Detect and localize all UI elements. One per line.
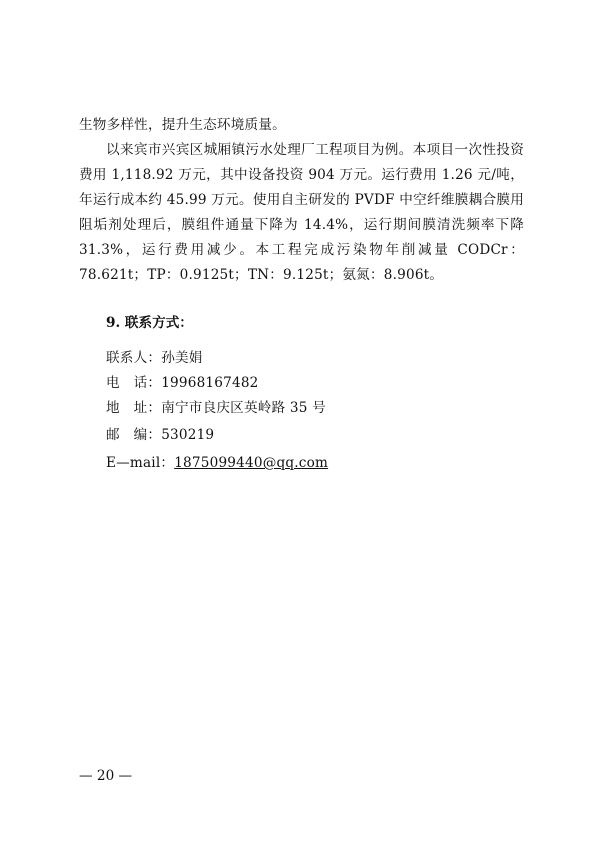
- contact-phone-label: 电 话：: [106, 375, 162, 391]
- contact-phone-line: [106, 373, 259, 393]
- section-heading-contact: 9. 联系方式：: [106, 315, 193, 331]
- contact-address-value: 南宁市良庆区英岭路 35 号: [161, 400, 326, 416]
- contact-person-value: 孙美娟: [161, 350, 203, 366]
- contact-email-label: E—mail：: [106, 455, 175, 471]
- contact-phone-value: 19968167482: [161, 375, 259, 391]
- paragraph-continuation: 生物多样性，提升生态环境质量。: [79, 117, 286, 133]
- contact-email-link[interactable]: 1875099440@qq.com: [174, 455, 329, 471]
- contact-email-line: [106, 453, 328, 473]
- contact-address-label: 地 址：: [106, 400, 162, 416]
- contact-postcode-value: 530219: [161, 427, 215, 443]
- contact-postcode-label: 邮 编：: [106, 427, 162, 443]
- page-number: — 20 —: [79, 768, 133, 784]
- contact-address-line: [106, 398, 326, 418]
- contact-person-label: 联系人：: [106, 350, 162, 366]
- contact-person-line: [106, 348, 203, 368]
- contact-postcode-line: [106, 425, 214, 445]
- paragraph-project-example: 以来宾市兴宾区城厢镇污水处理厂工程项目为例。本项目一次性投资费用 1,118.92 万元，其中设备投资 904 万元。运行费用 1.26 元/吨，年运行成本约 45.99 万元。使用自主研发的 PVDF 中空纤维膜耦合膜用阻垢剂处理后，膜组件通量下降为 14.4%，运行期间膜清洗频率下降 31.3%，运行费用减少。本工程完成污染物年削减量 CODCr：78.621t；TP：0.9125t；TN：9.125t；氨氮：8.906t。: [79, 142, 524, 283]
- body-text: [79, 113, 524, 288]
